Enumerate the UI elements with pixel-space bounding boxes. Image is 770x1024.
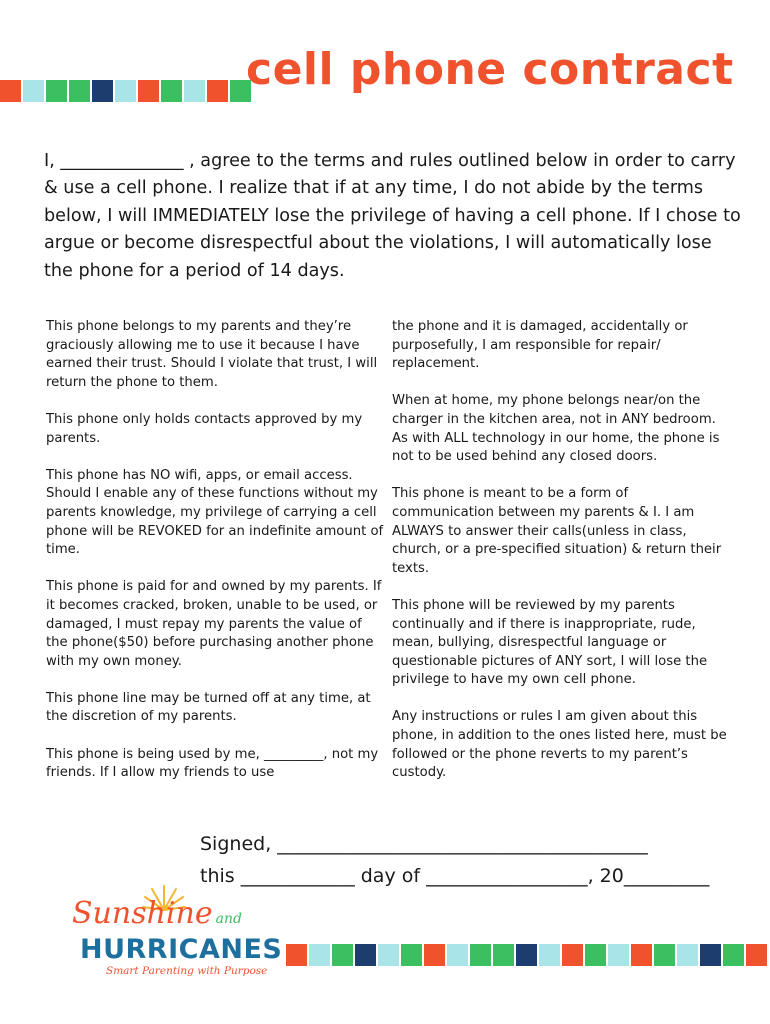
rule-paragraph: This phone is being used by me, _________, not my friends. If I allow my friends to use <box>46 746 379 781</box>
rule-paragraph: Any instructions or rules I am given about this phone, in addition to the ones listed here, must be followed or the phone reverts to my parent’s custody. <box>392 709 727 781</box>
rule-paragraph: This phone is paid for and owned by my parents. If it becomes cracked, broken, unable to be used, or damaged, I must repay my parents the value of the phone($50) before purchasing another phone with my own money. <box>46 579 382 669</box>
color-square <box>69 80 90 102</box>
logo-and-word: and <box>215 911 242 927</box>
color-square <box>723 944 744 966</box>
signature-block <box>200 828 730 892</box>
color-square <box>516 944 537 966</box>
brand-logo <box>70 882 283 982</box>
color-square <box>631 944 652 966</box>
color-square <box>700 944 721 966</box>
color-square <box>608 944 629 966</box>
color-square <box>286 944 307 966</box>
color-square <box>184 80 205 102</box>
color-square <box>585 944 606 966</box>
color-square <box>138 80 159 102</box>
color-square <box>447 944 468 966</box>
top-color-strip <box>0 80 251 102</box>
page-title: cell phone contract <box>246 44 734 95</box>
color-square <box>654 944 675 966</box>
color-square <box>493 944 514 966</box>
logo-hurricanes: HURRICANES <box>80 934 283 965</box>
color-square <box>309 944 330 966</box>
color-square <box>355 944 376 966</box>
logo-tagline: Smart Parenting with Purpose <box>106 965 268 977</box>
rule-paragraph: This phone is meant to be a form of communication between my parents & I. I am ALWAYS to answer their calls(unless in class, church, or a pre-specified situation) & return their texts. <box>392 486 722 576</box>
color-square <box>161 80 182 102</box>
color-square <box>677 944 698 966</box>
rule-paragraph: This phone only holds contacts approved by my parents. <box>46 411 363 446</box>
date-line: this ____________ day of _________________, 20_________ <box>200 865 710 887</box>
color-square <box>207 80 228 102</box>
logo-sunshine <box>72 896 242 931</box>
color-square <box>332 944 353 966</box>
signed-line: Signed, _______________________________________ <box>200 833 648 855</box>
color-square <box>92 80 113 102</box>
color-square <box>401 944 422 966</box>
intro-paragraph: I, ______________ , agree to the terms and rules outlined below in order to carry & use a cell phone. I realize that if at any time, I do not abide by the terms below, I will IMMEDIATELY lose the privilege of having a cell phone. If I chose to argue or become disrespectful about the violations, I will automatically lose the phone for a period of 14 days. <box>44 151 741 281</box>
color-square <box>0 80 21 102</box>
color-square <box>378 944 399 966</box>
rule-paragraph: This phone has NO wifi, apps, or email access. Should I enable any of these functions without my parents knowledge, my privilege of carrying a cell phone will be REVOKED for an indefinite amount of time. <box>46 467 384 558</box>
rule-paragraph: the phone and it is damaged, accidentally or purposefully, I am responsible for repair/ replacement. <box>392 319 688 372</box>
rules-left-column <box>46 318 386 801</box>
rules-right-column <box>392 318 728 801</box>
color-square <box>746 944 767 966</box>
color-square <box>539 944 560 966</box>
rule-paragraph: When at home, my phone belongs near/on the charger in the kitchen area, not in ANY bedroom. As with ALL technology in our home, the phone is not to be used behind any closed doors. <box>392 393 720 465</box>
color-square <box>470 944 491 966</box>
bottom-color-strip <box>286 944 767 966</box>
rule-paragraph: This phone line may be turned off at any time, at the discretion of my parents. <box>46 690 371 725</box>
color-square <box>46 80 67 102</box>
color-square <box>115 80 136 102</box>
color-square <box>562 944 583 966</box>
color-square <box>23 80 44 102</box>
rule-paragraph: This phone belongs to my parents and they’re graciously allowing me to use it because I have earned their trust. Should I violate that trust, I will return the phone to them. <box>46 319 378 390</box>
rule-paragraph: This phone will be reviewed by my parents continually and if there is inappropriate, rude, mean, bullying, disrespectful language or questionable pictures of ANY sort, I will lose the privilege to have my own cell phone. <box>392 597 708 688</box>
color-square <box>424 944 445 966</box>
logo-sunshine-word: Sunshine <box>72 896 213 931</box>
